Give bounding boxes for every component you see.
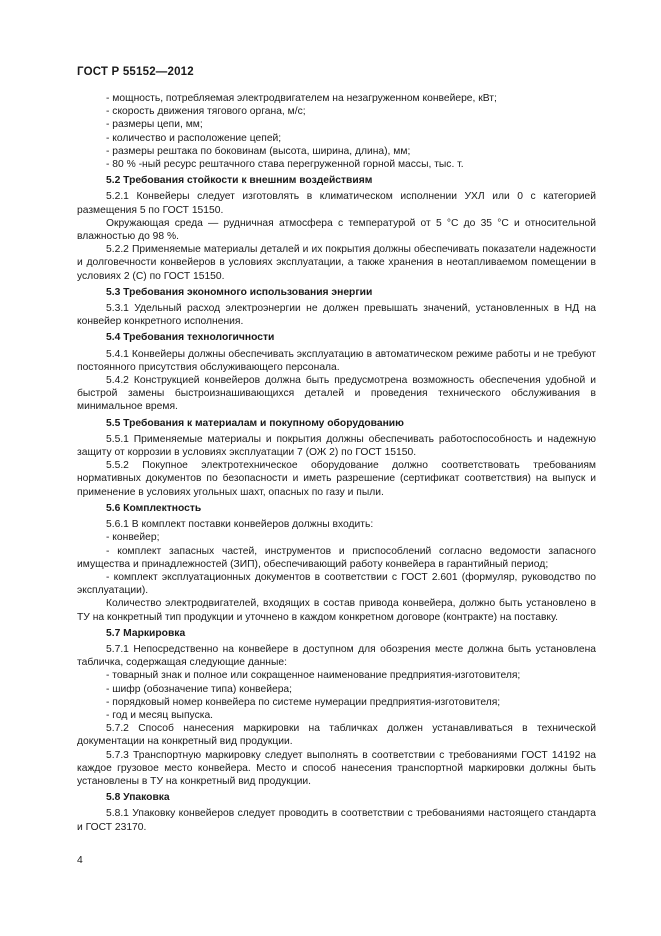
list-item: - порядковый номер конвейера по системе нумерации предприятия-изготовителя; [106,696,501,708]
page-content [77,92,596,834]
paragraph: 5.2.2 Применяемые материалы деталей и их покрытия должны обеспечивать показатели надежности и долговечности конвейеров в условиях эксплуатации, а также хранения в неотапливаемом помещении в условиях 2 (С) по ГОСТ 15150. [77,244,596,282]
paragraph: 5.2.1 Конвейеры следует изготовлять в климатическом исполнении УХЛ или 0 с категорией размещения 5 по ГОСТ 15150. [77,191,596,216]
list-item: - скорость движения тягового органа, м/с; [106,106,306,118]
paragraph: 5.4.2 Конструкцией конвейеров должна быть предусмотрена возможность обеспечения удобной и быстрой замены быстроизнашивающихся деталей и проведения технического обслуживания в минимальное время. [77,375,596,413]
page-number: 4 [77,855,83,866]
section-heading: 5.3 Требования экономного использования энергии [106,286,373,298]
list-item: - конвейер; [106,532,160,544]
list-item: - мощность, потребляемая электродвигателем на незагруженном конвейере, кВт; [106,93,497,104]
section-heading: 5.7 Маркировка [106,627,186,639]
list-item: - год и месяц выпуска. [106,709,214,721]
list-item: - комплект запасных частей, инструментов и приспособлений согласно ведомости запасного имущества и принадлежностей (ЗИП), обеспечивающий работу конвейера в гарантийный период; [77,545,596,570]
section-heading: 5.2 Требования стойкости к внешним воздействиям [106,175,373,187]
list-item: - 80 % -ный ресурс рештачного става перегруженной горной массы, тыс. т. [106,159,464,171]
section-heading: 5.4 Требования технологичности [106,332,275,344]
section-heading: 5.6 Комплектность [106,502,202,514]
paragraph: 5.6.1 В комплект поставки конвейеров должны входить: [106,519,374,531]
list-item: - товарный знак и полное или сокращенное наименование предприятия-изготовителя; [106,670,521,682]
list-item: - шифр (обозначение типа) конвейера; [106,683,293,695]
section-heading: 5.8 Упаковка [106,792,170,804]
paragraph: 5.5.1 Применяемые материалы и покрытия должны обеспечивать работоспособность и надежную защиту от коррозии в условиях эксплуатации 7 (ОЖ 2) по ГОСТ 15150. [77,433,596,459]
list-item: - количество и расположение цепей; [106,132,282,144]
list-item: - комплект эксплуатационных документов в соответствии с ГОСТ 2.601 (формуляр, руководство по эксплуатации). [77,571,596,597]
paragraph: 5.7.3 Транспортную маркировку следует выполнять в соответствии с требованиями ГОСТ 14192 на каждое грузовое место конвейера. Место и способ нанесения транспортной маркировки должны быть установлены в ТУ на конкретный вид продукции. [77,749,596,787]
paragraph: 5.3.1 Удельный расход электроэнергии не должен превышать значений, установленных в НД на конвейер конкретного исполнения. [77,303,596,328]
paragraph: 5.5.2 Покупное электротехническое оборудование должно соответствовать требованиям нормативных документов по безопасности и иметь разрешение (сертификат соответствия) на выпуск и применение в условиях угольных шахт, опасных по газу и пыли. [77,460,596,498]
paragraph: Количество электродвигателей, входящих в состав привода конвейера, должно быть установлено в ТУ на конкретный тип продукции и уточнено в каждом конкретном договоре (контракте) на поставку. [77,598,596,623]
paragraph: 5.8.1 Упаковку конвейеров следует проводить в соответствии с требованиями настоящего стандарта и ГОСТ 23170. [77,808,596,833]
list-item: - размеры цепи, мм; [106,119,203,131]
list-item: - размеры рештака по боковинам (высота, ширина, длина), мм; [106,145,411,157]
paragraph: 5.4.1 Конвейеры должны обеспечивать эксплуатацию в автоматическом режиме работы и не требуют постоянного присутствия обслуживающего персонала. [77,348,596,373]
section-heading: 5.5 Требования к материалам и покупному оборудованию [106,417,404,429]
paragraph: 5.7.2 Способ нанесения маркировки на табличках должен устанавливаться в технической документации на конкретный вид продукции. [77,723,596,748]
page-header-title: ГОСТ Р 55152—2012 [77,66,194,78]
paragraph: Окружающая среда — рудничная атмосфера с температурой от 5 °С до 35 °С и относительной влажностью до 98 %. [77,217,596,243]
paragraph: 5.7.1 Непосредственно на конвейере в доступном для обозрения месте должна быть установлена табличка, содержащая следующие данные: [77,643,596,669]
